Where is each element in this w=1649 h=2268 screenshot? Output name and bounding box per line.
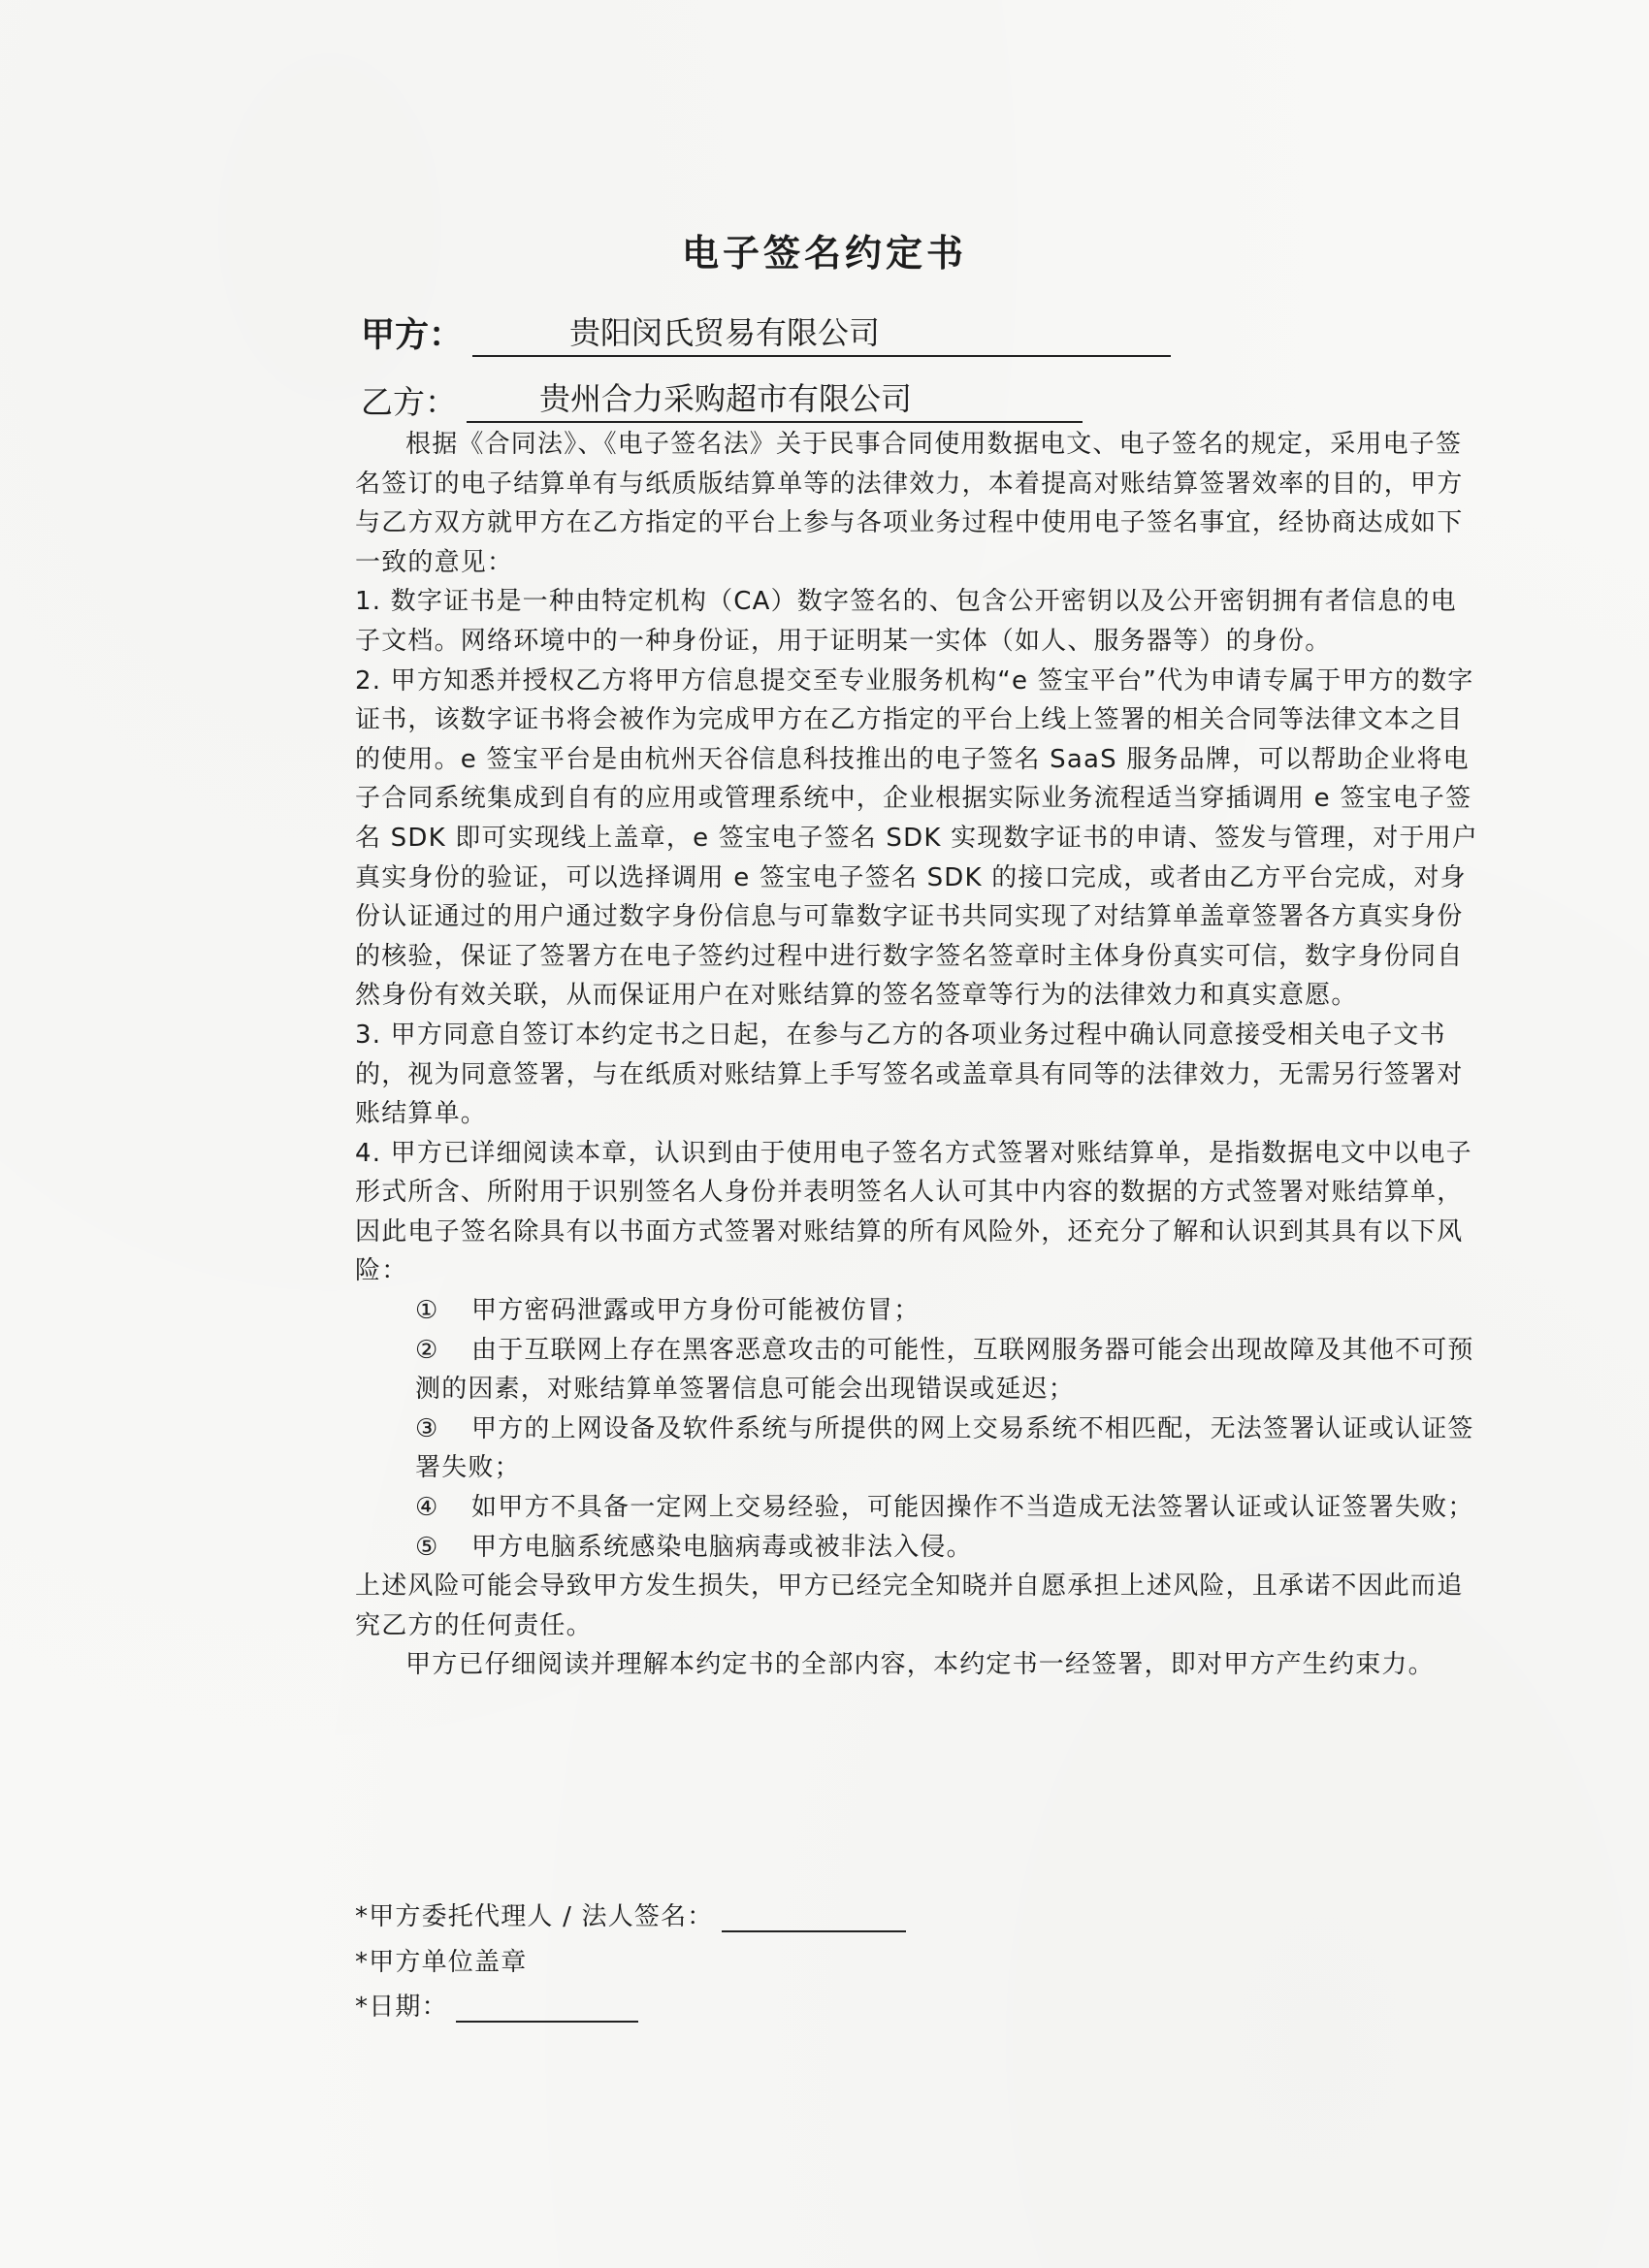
- party-a-label: 甲方：: [361, 316, 464, 355]
- risk-item-5: [355, 1528, 1480, 1568]
- risk-item-2: [355, 1331, 1480, 1409]
- party-b: [361, 374, 1083, 423]
- risk-number: ④: [415, 1493, 439, 1523]
- clause-1: 1. 数字证书是一种由特定机构（CA）数字签名的、包含公开密钥以及公开密钥拥有者信息的电子文档。网络环境中的一种身份证，用于证明某一实体（如人、服务器等）的身份。: [355, 587, 1457, 656]
- clause-3: 3. 甲方同意自签订本约定书之日起，在参与乙方的各项业务过程中确认同意接受相关电子文书的，视为同意签署，与在纸质对账结算上手写签名或盖章具有同等的法律效力，无需另行签署对账结算单。: [355, 1020, 1464, 1129]
- risk-number: ①: [415, 1296, 439, 1326]
- party-a-name: 贵阳闵氏贸易有限公司: [472, 308, 1171, 357]
- agent-signature-line: [722, 1901, 906, 1932]
- agent-signature-label: *甲方委托代理人 / 法人签名：: [355, 1902, 714, 1931]
- document-title: 电子签名约定书: [681, 232, 967, 275]
- date-row: [355, 1987, 638, 2023]
- seal-row: [355, 1942, 527, 1978]
- risk-item-4: [355, 1488, 1480, 1528]
- party-b-label: 乙方：: [361, 383, 457, 421]
- intro-paragraph: 根据《合同法》、《电子签名法》关于民事合同使用数据电文、电子签名的规定，采用电子签名签订的电子结算单有与纸质版结算单等的法律效力，本着提高对账结算签署效率的目的，甲方与乙方双方就甲方在乙方指定的平台上参与各项业务过程中使用电子签名事宜，经协商达成如下一致的意见：: [355, 430, 1464, 577]
- risk-text: 甲方的上网设备及软件系统与所提供的网上交易系统不相匹配，无法签署认证或认证签署失败；: [415, 1413, 1474, 1483]
- risk-summary: 上述风险可能会导致甲方发生损失，甲方已经完全知晓并自愿承担上述风险，且承诺不因此而追究乙方的任何责任。: [355, 1571, 1464, 1640]
- risk-number: ⑤: [415, 1532, 439, 1562]
- risk-text: 甲方电脑系统感染电脑病毒或被非法入侵。: [471, 1532, 973, 1562]
- risk-text: 由于互联网上存在黑客恶意攻击的可能性，互联网服务器可能会出现故障及其他不可预测的因素，对账结算单签署信息可能会出现错误或延迟；: [415, 1335, 1474, 1405]
- risk-number: ③: [415, 1413, 439, 1443]
- risk-text: 如甲方不具备一定网上交易经验，可能因操作不当造成无法签署认证或认证签署失败；: [471, 1493, 1474, 1523]
- closing-paragraph: 甲方已仔细阅读并理解本约定书的全部内容，本约定书一经签署，即对甲方产生约束力。: [405, 1650, 1435, 1680]
- risk-number: ②: [415, 1335, 439, 1365]
- agent-signature-row: [355, 1896, 906, 1932]
- clause-4: 4. 甲方已详细阅读本章，认识到由于使用电子签名方式签署对账结算单，是指数据电文中以电子形式所含、所附用于识别签名人身份并表明签名人认可其中内容的数据的方式签署对账结算单，因此电子签名除具有以书面方式签署对账结算的所有风险外，还充分了解和认识到其具有以下风险：: [355, 1138, 1472, 1286]
- document-body: [355, 425, 1480, 1685]
- seal-label: *甲方单位盖章: [355, 1948, 528, 1977]
- date-line: [456, 1992, 638, 2023]
- clause-2: 2. 甲方知悉并授权乙方将甲方信息提交至专业服务机构“e 签宝平台”代为申请专属于甲方的数字证书，该数字证书将会被作为完成甲方在乙方指定的平台上线上签署的相关合同等法律文本之目的使用。e 签宝平台是由杭州天谷信息科技推出的电子签名 SaaS 服务品牌，可以帮助企业将电子合同系统集成到自有的应用或管理系统中，企业根据实际业务流程适当穿插调用 e 签宝电子签名 SDK 即可实现线上盖章，e 签宝电子签名 SDK 实现数字证书的申请、签发与管理，对于用户真实身份的验证，可以选择调用 e 签宝电子签名 SDK 的接口完成，或者由乙方平台完成，对身份认证通过的用户通过数字身份信息与可靠数字证书共同实现了对结算单盖章签署各方真实身份的核验，保证了签署方在电子签约过程中进行数字签名签章时主体身份真实可信，数字身份同自然身份有效关联，从而保证用户在对账结算的签名签章等行为的法律效力和真实意愿。: [355, 665, 1479, 1011]
- party-b-name: 贵州合力采购超市有限公司: [467, 374, 1083, 423]
- risk-text: 甲方密码泄露或甲方身份可能被仿冒；: [471, 1296, 921, 1326]
- risk-item-3: [355, 1409, 1480, 1488]
- date-label: *日期：: [355, 1993, 448, 2022]
- risk-item-1: [355, 1291, 1480, 1331]
- party-a: [361, 308, 1171, 357]
